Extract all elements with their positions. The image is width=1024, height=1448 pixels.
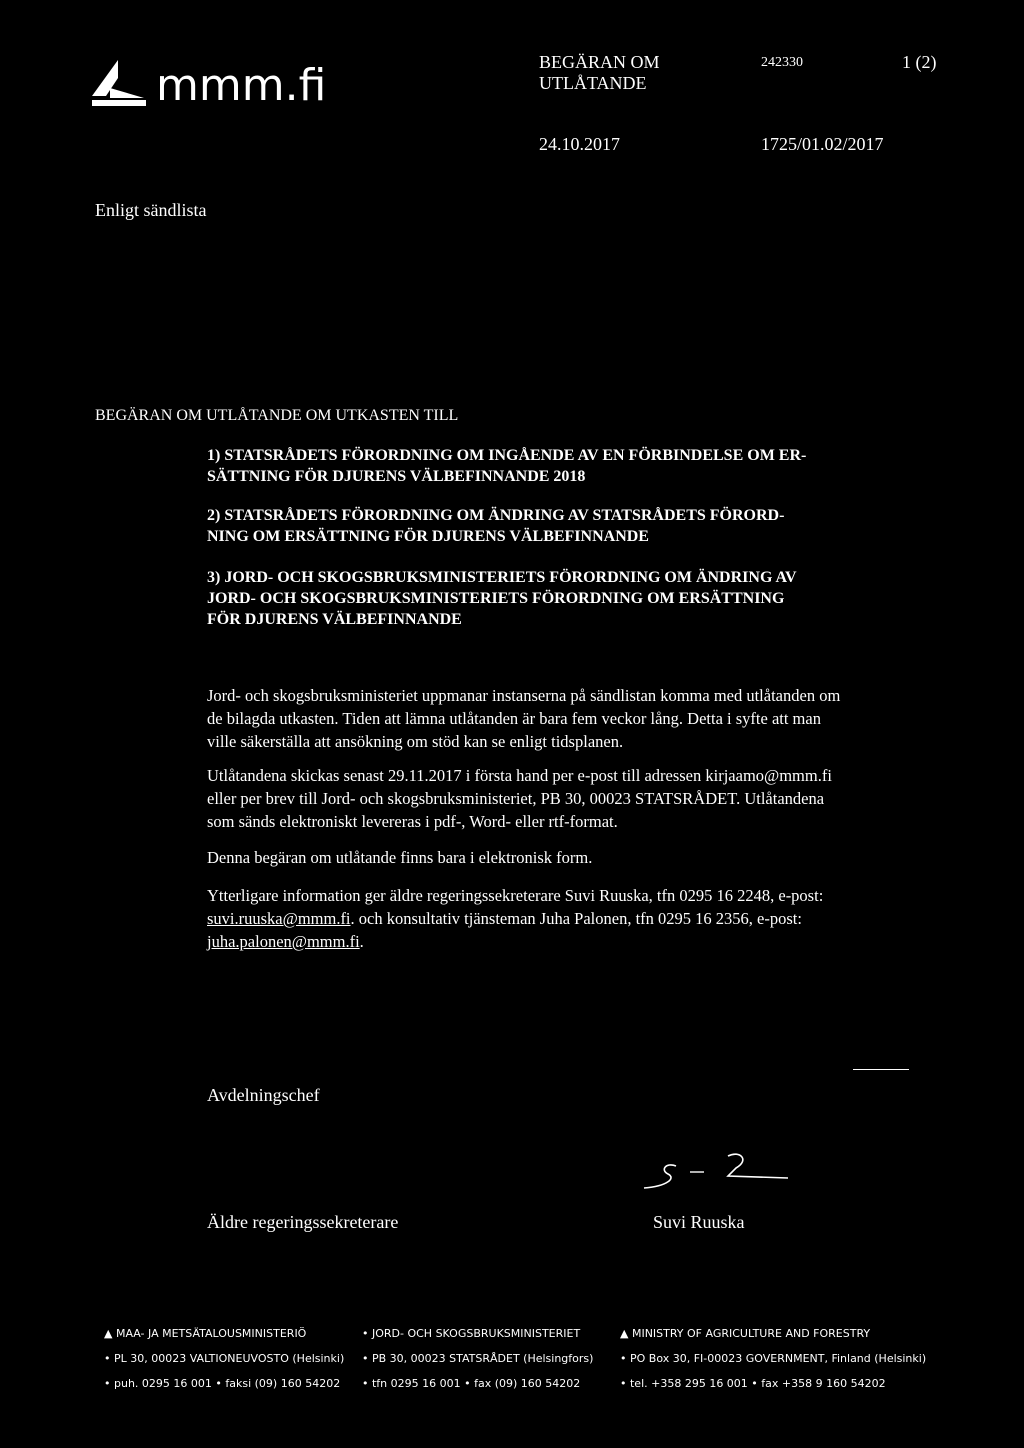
signer-role-2: Äldre regeringssekreterare — [207, 1212, 399, 1232]
page-title: BEGÄRAN OM UTLÅTANDE OM UTKASTEN TILL — [95, 407, 459, 424]
document-date: 24.10.2017 — [539, 134, 620, 154]
footer-line: • tel. +358 295 16 001 • fax +358 9 160 54202 — [620, 1377, 886, 1390]
paragraph-1-line: de bilagda utkasten. Tiden att lämna utlåtanden är bara fem veckor lång. Detta i syfte att man — [207, 709, 821, 728]
document-reference: 1725/01.02/2017 — [761, 134, 884, 154]
title-item-3 — [207, 567, 797, 630]
title-item-3-line2: JORD- OCH SKOGSBRUKSMINISTERIETS FÖRORDNING OM ERSÄTTNING — [207, 590, 785, 607]
footer-line: ▲ MINISTRY OF AGRICULTURE AND FORESTRY — [620, 1327, 871, 1340]
paragraph-2-line: Utlåtandena skickas senast 29.11.2017 i första hand per e-post till adressen kirjaamo@mmm.fi — [207, 766, 832, 785]
paragraph-4-text: . och konsultativ tjänsteman Juha Palonen, tfn 0295 16 2356, e-post: — [350, 909, 802, 928]
signer-name-2: Suvi Ruuska — [653, 1212, 745, 1232]
recipient: Enligt sändlista — [95, 200, 207, 220]
signer-role-1: Avdelningschef — [207, 1085, 320, 1105]
paragraph-4 — [207, 884, 823, 953]
paragraph-1 — [207, 684, 840, 753]
footer-line: • PB 30, 00023 STATSRÅDET (Helsingfors) — [362, 1352, 594, 1365]
title-item-1-line1: 1) STATSRÅDETS FÖRORDNING OM INGÅENDE AV EN FÖRBINDELSE OM ER- — [207, 447, 807, 464]
footer-line: • PL 30, 00023 VALTIONEUVOSTO (Helsinki) — [104, 1352, 345, 1365]
footer-line: • puh. 0295 16 001 • faksi (09) 160 54202 — [104, 1377, 341, 1390]
ministry-logo — [88, 58, 327, 111]
paragraph-3: Denna begäran om utlåtande finns bara i elektronisk form. — [207, 848, 593, 867]
paragraph-2 — [207, 764, 832, 833]
signature-line — [853, 1069, 909, 1070]
title-item-3-line1: 3) JORD- OCH SKOGSBRUKSMINISTERIETS FÖRORDNING OM ÄNDRING AV — [207, 569, 797, 586]
title-item-2-line1: 2) STATSRÅDETS FÖRORDNING OM ÄNDRING AV STATSRÅDETS FÖRORD- — [207, 507, 785, 524]
paragraph-4-line — [207, 930, 823, 953]
paragraph-1-line: Jord- och skogsbruksministeriet uppmanar instanserna på sändlistan komma med utlåtanden om — [207, 686, 841, 705]
document-type-line2: UTLÅTANDE — [539, 73, 647, 93]
footer-line: • JORD- OCH SKOGSBRUKSMINISTERIET — [362, 1327, 581, 1340]
footer-col-english — [620, 1326, 926, 1401]
paragraph-4-line — [207, 907, 823, 930]
title-item-3-line3: FÖR DJURENS VÄLBEFINNANDE — [207, 611, 462, 628]
title-item-2-line2: NING OM ERSÄTTNING FÖR DJURENS VÄLBEFINNANDE — [207, 528, 649, 545]
footer-col-finnish — [104, 1326, 344, 1401]
footer-line: • tfn 0295 16 001 • fax (09) 160 54202 — [362, 1377, 581, 1390]
paragraph-2-line: eller per brev till Jord- och skogsbruksministeriet, PB 30, 00023 STATSRÅDET. Utlåtandena — [207, 789, 825, 808]
email-link-ruuska[interactable]: suvi.ruuska@mmm.fi — [207, 909, 351, 928]
footer-col-swedish — [362, 1326, 593, 1401]
paragraph-2-line: som sänds elektroniskt levereras i pdf-, Word- eller rtf-format. — [207, 812, 618, 831]
page-number: 1 (2) — [902, 52, 937, 72]
document-type-line1: BEGÄRAN OM — [539, 52, 660, 72]
document-type — [539, 52, 660, 94]
paragraph-1-line: ville säkerställa att ansökning om stöd kan se enligt tidsplanen. — [207, 732, 624, 751]
title-item-2 — [207, 505, 784, 547]
footer-line: • PO Box 30, FI-00023 GOVERNMENT, Finland (Helsinki) — [620, 1352, 927, 1365]
email-link-palonen[interactable]: juha.palonen@mmm.fi — [207, 932, 360, 951]
logo-text: mmm.fi — [156, 60, 327, 111]
paragraph-4-text: . — [359, 932, 364, 951]
paragraph-4-line: Ytterligare information ger äldre regeringssekreterare Suvi Ruuska, tfn 0295 16 2248, e-post: — [207, 886, 824, 905]
footer-line: ▲ MAA- JA METSÄTALOUSMINISTERIÖ — [104, 1327, 307, 1340]
title-item-1-line2: SÄTTNING FÖR DJURENS VÄLBEFINNANDE 2018 — [207, 468, 586, 485]
title-item-1 — [207, 445, 806, 487]
signature-icon — [640, 1148, 800, 1193]
document-number: 242330 — [761, 55, 803, 70]
logo-mark-icon — [88, 58, 150, 108]
